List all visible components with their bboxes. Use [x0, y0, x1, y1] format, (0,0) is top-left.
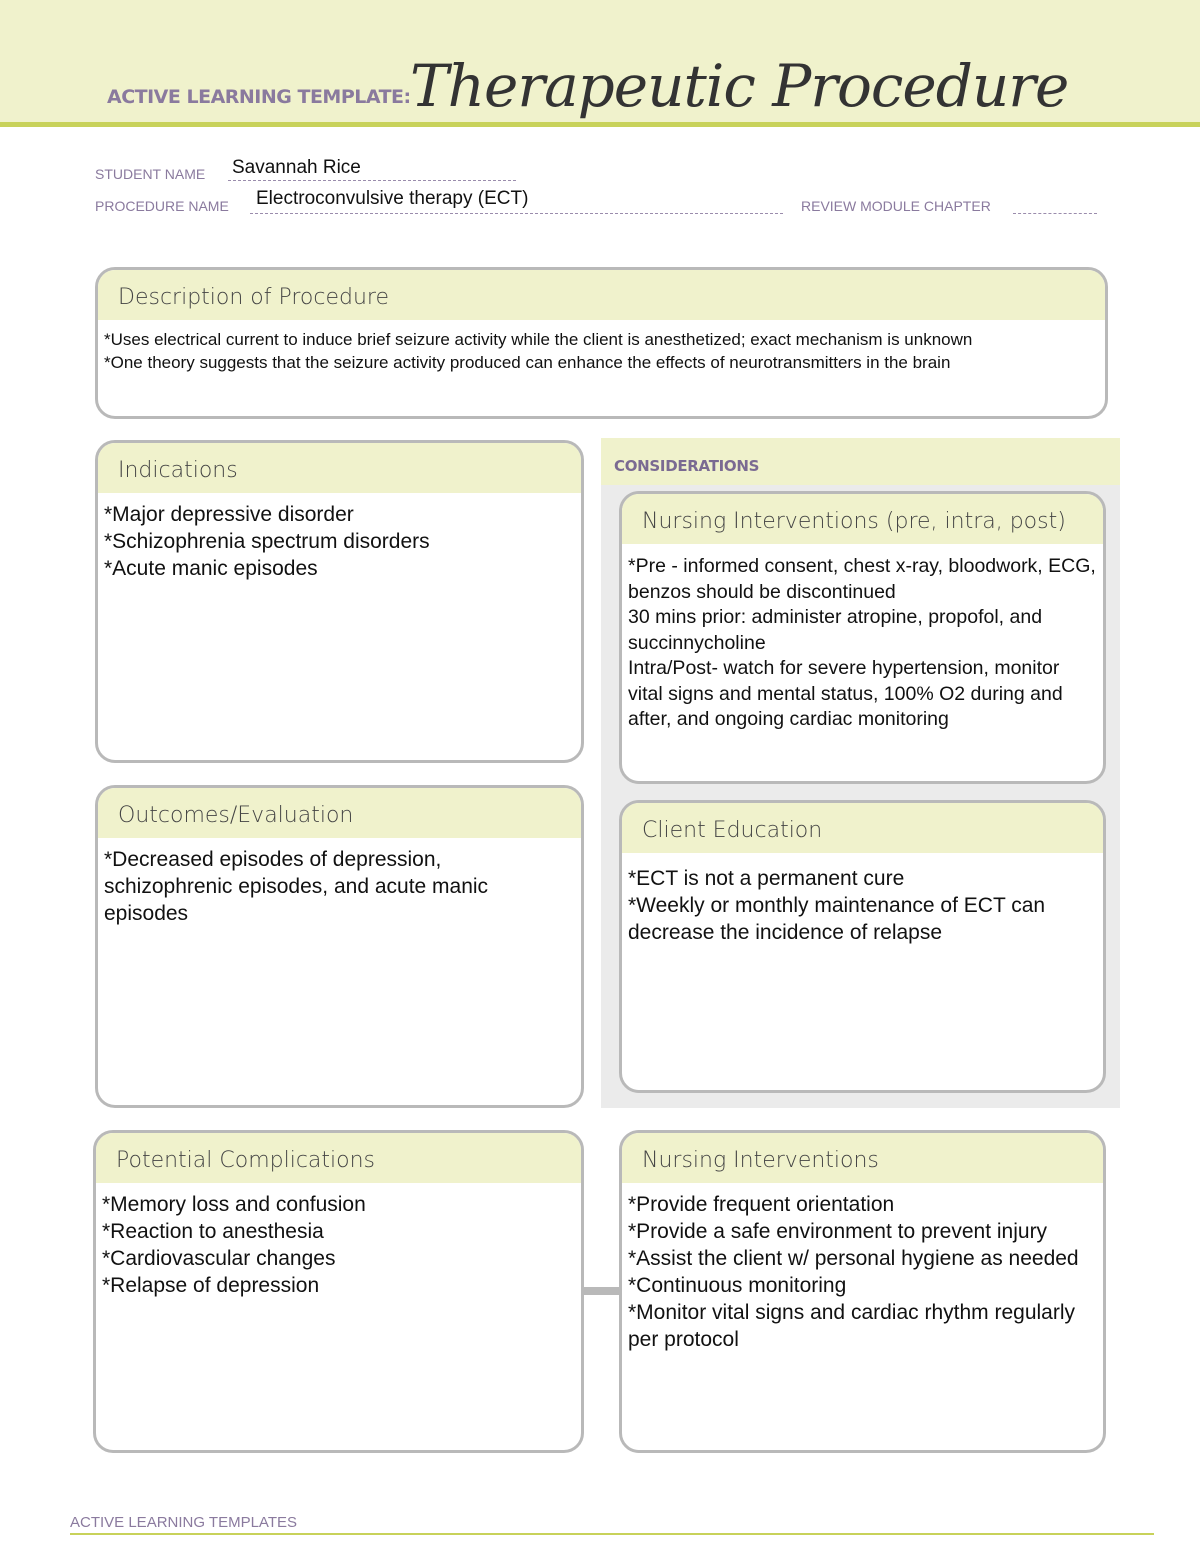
description-box — [95, 267, 1108, 419]
footer-line — [70, 1533, 1154, 1535]
outcomes-title: Outcomes/Evaluation — [98, 788, 581, 838]
student-name-line — [228, 180, 516, 181]
nursing-interventions-box — [619, 1130, 1106, 1453]
outcomes-text[interactable]: *Decreased episodes of depression, schizophrenic episodes, and acute manic episodes — [104, 848, 494, 925]
template-prefix: ACTIVE LEARNING TEMPLATE: — [107, 86, 411, 108]
student-name-field[interactable]: Savannah Rice — [232, 157, 361, 178]
connector-line — [583, 1287, 621, 1295]
client-education-box — [619, 800, 1106, 1093]
student-name-label: STUDENT NAME — [95, 166, 206, 182]
page-title: Therapeutic Procedure — [410, 52, 1069, 120]
indications-box — [95, 440, 584, 763]
considerations-label: CONSIDERATIONS — [614, 457, 760, 475]
indications-title: Indications — [98, 443, 581, 493]
footer-text: ACTIVE LEARNING TEMPLATES — [70, 1514, 297, 1531]
header-divider — [0, 122, 1200, 127]
complications-box — [93, 1130, 584, 1453]
review-module-label: REVIEW MODULE CHAPTER — [801, 198, 991, 214]
nursing-pre-intra-post-box — [619, 491, 1106, 784]
nursing-interventions-text[interactable]: *Provide frequent orientation *Provide a safe environment to prevent injury *Assist the client w/ personal hygiene as needed *Continuous monitoring *Monitor vital signs and cardiac rhythm regularly per protocol — [628, 1193, 1079, 1351]
complications-text[interactable]: *Memory loss and confusion *Reaction to anesthesia *Cardiovascular changes *Relapse of depression — [102, 1193, 366, 1297]
description-title: Description of Procedure — [98, 270, 1105, 320]
review-module-field[interactable] — [1013, 213, 1097, 214]
outcomes-box — [95, 785, 584, 1108]
indications-text[interactable]: *Major depressive disorder *Schizophrenia spectrum disorders *Acute manic episodes — [104, 503, 430, 580]
complications-title: Potential Complications — [96, 1133, 581, 1183]
procedure-name-line — [250, 213, 783, 214]
procedure-name-field[interactable]: Electroconvulsive therapy (ECT) — [256, 188, 529, 209]
nursing-pre-text[interactable]: *Pre - informed consent, chest x-ray, bloodwork, ECG, benzos should be discontinued 30 mins prior: administer atropine, propofol, and succinnycholine Intra/Post- watch for severe hypertension, monitor vital signs and mental status, 100% O2 during and after, and ongoing cardiac monitoring — [628, 555, 1096, 730]
nursing-pre-title: Nursing Interventions (pre, intra, post) — [622, 494, 1103, 544]
client-education-text[interactable]: *ECT is not a permanent cure *Weekly or monthly maintenance of ECT can decrease the incidence of relapse — [628, 867, 1046, 944]
nursing-interventions-title: Nursing Interventions — [622, 1133, 1103, 1183]
procedure-name-label: PROCEDURE NAME — [95, 198, 229, 214]
client-education-title: Client Education — [622, 803, 1103, 853]
description-text[interactable]: *Uses electrical current to induce brief seizure activity while the client is anesthetized; exact mechanism is unknown *One theory suggests that the seizure activity produced can enhance the effects of neurotransmitters in the brain — [104, 330, 973, 372]
